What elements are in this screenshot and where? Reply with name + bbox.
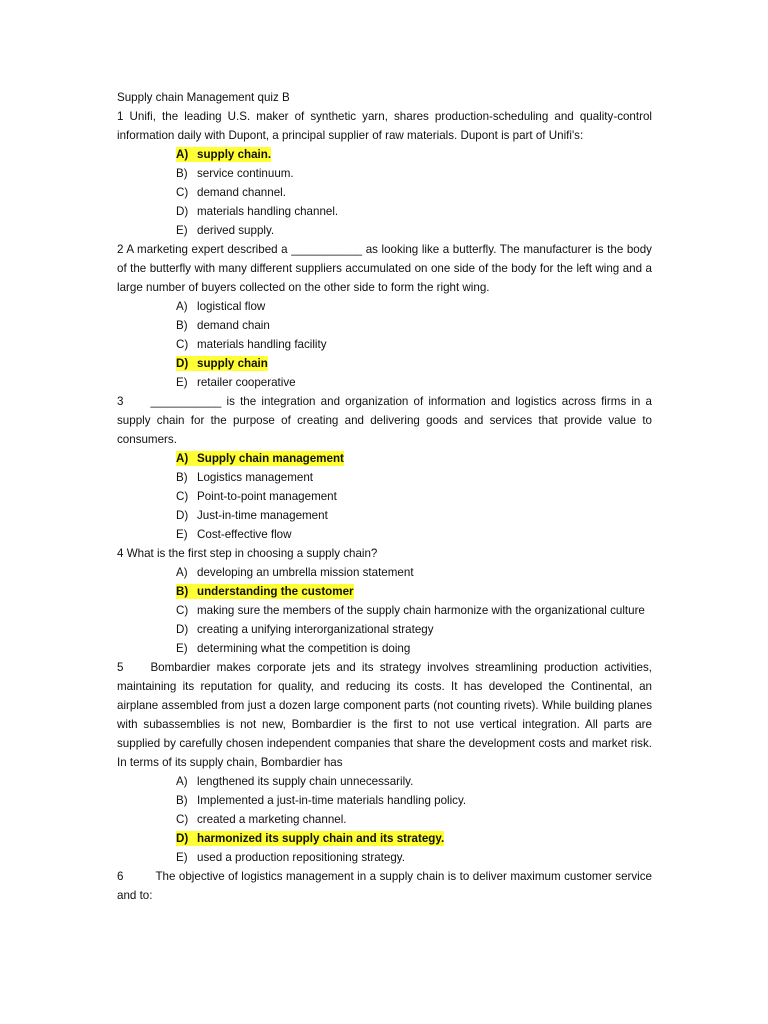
option-letter: B) (176, 794, 188, 807)
question-text: The objective of logistics management in a supply chain is to deliver maximum customer service and to: (117, 870, 652, 902)
option-1d (117, 202, 652, 221)
page-title: Supply chain Management quiz B (117, 91, 290, 104)
option-3c (117, 487, 652, 506)
option-text: service continuum. (197, 167, 294, 180)
option-text: demand chain (197, 319, 270, 332)
option-1c (117, 183, 652, 202)
option-letter: B) (176, 319, 188, 332)
option-text: materials handling facility (197, 338, 327, 351)
option-letter: C) (176, 490, 189, 503)
quiz-content (117, 88, 652, 905)
answer-highlight (176, 356, 268, 371)
question-number: 1 (117, 110, 124, 123)
option-letter: E) (176, 224, 188, 237)
option-4e (117, 639, 652, 658)
answer-highlight (176, 584, 354, 599)
option-1b (117, 164, 652, 183)
option-text: Just-in-time management (197, 509, 328, 522)
option-letter: B) (176, 167, 188, 180)
option-letter: E) (176, 376, 188, 389)
option-letter: A) (176, 300, 188, 313)
option-text: supply chain. (197, 148, 272, 161)
option-text: derived supply. (197, 224, 275, 237)
option-text: developing an umbrella mission statement (197, 566, 414, 579)
option-letter: B) (176, 585, 189, 598)
option-3d (117, 506, 652, 525)
option-text: retailer cooperative (197, 376, 296, 389)
question-number: 3 (117, 395, 124, 408)
option-text: Cost-effective flow (197, 528, 292, 541)
option-1e (117, 221, 652, 240)
option-5e (117, 848, 652, 867)
option-letter: E) (176, 851, 188, 864)
option-letter: C) (176, 604, 189, 617)
option-1a (117, 145, 652, 164)
question-6 (117, 867, 652, 905)
question-text: Bombardier makes corporate jets and its strategy involves streamlining production activities, maintaining its reputation for quality, and reducing its costs. It has developed the Continental, an airplane assembled from just a dozen large component parts (not counting rivets). While building planes with subassemblies is not new, Bombardier is the first to not use vertical integration. All parts are supplied by carefully chosen independent companies that share the development costs and market risk. In terms of its supply chain, Bombardier has (117, 661, 652, 769)
option-text: Point-to-point management (197, 490, 337, 503)
question-5 (117, 658, 652, 772)
option-text: lengthened its supply chain unnecessarily. (197, 775, 414, 788)
option-4a (117, 563, 652, 582)
option-text: used a production repositioning strategy. (197, 851, 405, 864)
option-text: creating a unifying interorganizational strategy (197, 623, 434, 636)
option-2b (117, 316, 652, 335)
option-letter: C) (176, 813, 189, 826)
option-4d (117, 620, 652, 639)
option-text: Supply chain management (197, 452, 344, 465)
question-number: 4 (117, 547, 124, 560)
option-letter: D) (176, 832, 189, 845)
option-4c (117, 601, 652, 620)
question-number: 5 (117, 661, 124, 674)
question-3 (117, 392, 652, 449)
option-letter: A) (176, 452, 189, 465)
option-letter: C) (176, 186, 189, 199)
option-2c (117, 335, 652, 354)
option-2a (117, 297, 652, 316)
question-number: 6 (117, 870, 124, 883)
question-text: ___________ is the integration and organization of information and logistics across firms in a supply chain for the purpose of creating and delivering goods and services that provide value to consumers. (117, 395, 652, 446)
option-2d (117, 354, 652, 373)
option-4b (117, 582, 652, 601)
option-3a (117, 449, 652, 468)
question-text: What is the first step in choosing a supply chain? (126, 547, 378, 560)
question-number: 2 (117, 243, 124, 256)
option-letter: D) (176, 623, 189, 636)
option-2e (117, 373, 652, 392)
option-letter: C) (176, 338, 189, 351)
option-5d (117, 829, 652, 848)
answer-highlight (176, 451, 344, 466)
answer-highlight (176, 831, 444, 846)
option-text: making sure the members of the supply chain harmonize with the organizational culture (197, 604, 645, 617)
option-text: determining what the competition is doing (197, 642, 411, 655)
option-text: supply chain (197, 357, 268, 370)
option-letter: D) (176, 509, 189, 522)
question-2 (117, 240, 652, 297)
option-letter: A) (176, 566, 188, 579)
option-text: Implemented a just-in-time materials handling policy. (197, 794, 467, 807)
option-letter: E) (176, 642, 188, 655)
option-5a (117, 772, 652, 791)
option-text: demand channel. (197, 186, 286, 199)
option-text: understanding the customer (197, 585, 354, 598)
option-text: logistical flow (197, 300, 266, 313)
option-letter: E) (176, 528, 188, 541)
option-letter: A) (176, 148, 189, 161)
option-text: harmonized its supply chain and its strategy. (197, 832, 445, 845)
answer-highlight (176, 147, 271, 162)
question-text: Unifi, the leading U.S. maker of synthetic yarn, shares production-scheduling and quality-control information daily with Dupont, a principal supplier of raw materials. Dupont is part of Unifi's: (117, 110, 652, 142)
question-4 (117, 544, 652, 563)
option-text: Logistics management (197, 471, 313, 484)
option-letter: D) (176, 357, 189, 370)
option-5b (117, 791, 652, 810)
option-letter: B) (176, 471, 188, 484)
question-1 (117, 107, 652, 145)
option-letter: D) (176, 205, 189, 218)
option-text: materials handling channel. (197, 205, 339, 218)
option-text: created a marketing channel. (197, 813, 347, 826)
option-3b (117, 468, 652, 487)
question-text: A marketing expert described a ___________ as looking like a butterfly. The manufacturer is the body of the butterfly with many different suppliers accumulated on one side of the body for the left wing and a large number of buyers collected on the other side to form the right wing. (117, 243, 652, 294)
option-letter: A) (176, 775, 188, 788)
option-3e (117, 525, 652, 544)
option-5c (117, 810, 652, 829)
